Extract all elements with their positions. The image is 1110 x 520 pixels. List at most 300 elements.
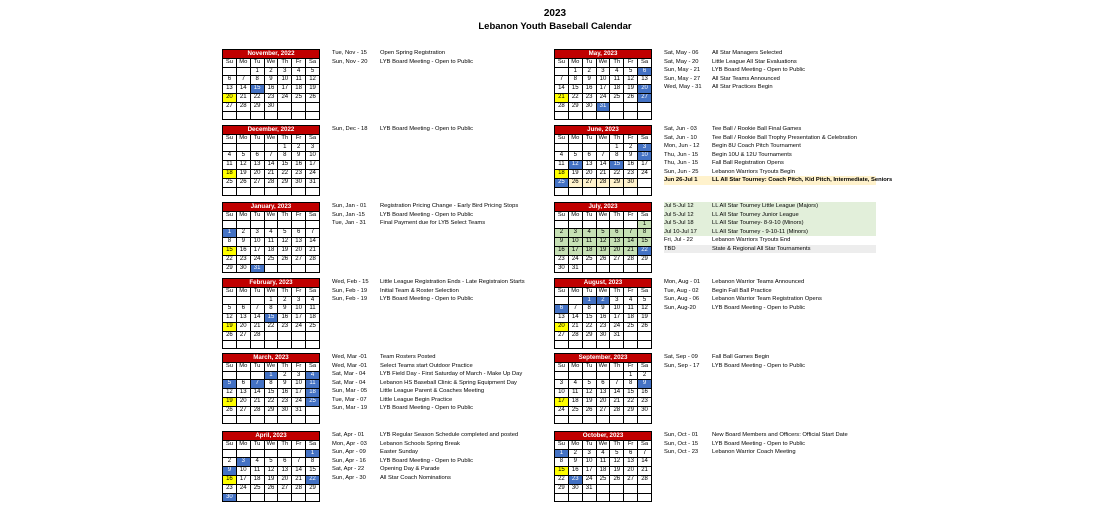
day-cell: 18 xyxy=(624,314,638,323)
event-row xyxy=(664,75,1110,84)
day-cell: 1 xyxy=(223,229,237,238)
day-cell xyxy=(264,187,278,196)
month-header: March, 2023 xyxy=(223,354,320,363)
event-text: LYB Board Meeting - Open to Public xyxy=(712,440,806,447)
day-cell: 29 xyxy=(638,255,652,264)
day-cell: 24 xyxy=(568,255,582,264)
day-cell xyxy=(555,296,569,305)
day-cell xyxy=(638,264,652,273)
weekday-header: Fr xyxy=(292,134,306,143)
weekday-header: Su xyxy=(223,211,237,220)
month-calendar xyxy=(222,353,320,424)
day-cell: 11 xyxy=(306,305,320,314)
day-cell: 14 xyxy=(596,161,610,170)
day-cell xyxy=(292,340,306,349)
day-cell: 4 xyxy=(568,380,582,389)
weekday-header: Th xyxy=(610,440,624,449)
weekday-header: Sa xyxy=(638,134,652,143)
day-cell: 11 xyxy=(624,305,638,314)
event-date: Sun, Apr - 09 xyxy=(332,449,366,455)
day-cell xyxy=(278,415,292,424)
day-cell: 27 xyxy=(596,406,610,415)
day-cell: 3 xyxy=(306,143,320,152)
month-events xyxy=(664,278,1110,312)
day-cell xyxy=(582,143,596,152)
day-cell: 4 xyxy=(306,296,320,305)
day-cell: 2 xyxy=(278,296,292,305)
day-cell xyxy=(638,484,652,493)
day-cell: 28 xyxy=(596,178,610,187)
day-cell: 22 xyxy=(306,475,320,484)
day-cell: 14 xyxy=(236,85,250,94)
weekday-header: Sa xyxy=(306,58,320,67)
month-header: June, 2023 xyxy=(555,126,652,135)
day-cell: 25 xyxy=(264,255,278,264)
weekday-header: Fr xyxy=(624,287,638,296)
day-cell: 12 xyxy=(596,238,610,247)
day-cell: 30 xyxy=(624,178,638,187)
weekday-header: Fr xyxy=(292,211,306,220)
event-date: Sat, Mar - 04 xyxy=(332,379,366,386)
event-date: Jul 5-Jul 18 xyxy=(664,220,694,226)
event-row xyxy=(664,125,1110,134)
day-cell: 10 xyxy=(250,238,264,247)
day-cell: 27 xyxy=(250,178,264,187)
event-date: Sun, Aug - 06 xyxy=(664,296,700,302)
day-cell: 27 xyxy=(278,484,292,493)
day-cell: 23 xyxy=(596,322,610,331)
day-cell: 30 xyxy=(292,178,306,187)
day-cell: 10 xyxy=(568,238,582,247)
day-cell: 27 xyxy=(292,255,306,264)
month-header: August, 2023 xyxy=(555,279,652,288)
event-row xyxy=(664,362,1110,371)
event-date: Mon, Jun - 12 xyxy=(664,143,700,149)
day-cell: 5 xyxy=(582,380,596,389)
day-cell xyxy=(236,493,250,502)
day-cell: 15 xyxy=(264,314,278,323)
day-cell: 12 xyxy=(610,458,624,467)
weekday-header: Fr xyxy=(292,58,306,67)
weekday-header: Tu xyxy=(250,211,264,220)
event-row xyxy=(664,278,1110,287)
day-cell: 26 xyxy=(306,93,320,102)
day-cell xyxy=(236,111,250,120)
weekday-header: Th xyxy=(610,134,624,143)
day-cell xyxy=(596,187,610,196)
day-cell: 21 xyxy=(306,246,320,255)
weekday-header: Mo xyxy=(236,440,250,449)
event-text: Lebanon Warriors Tryouts End xyxy=(712,237,791,243)
weekday-header: Tu xyxy=(250,287,264,296)
day-cell: 19 xyxy=(582,397,596,406)
day-cell: 7 xyxy=(236,76,250,85)
day-cell: 8 xyxy=(624,380,638,389)
day-cell: 6 xyxy=(610,229,624,238)
day-cell: 31 xyxy=(306,178,320,187)
month-events xyxy=(664,202,1110,253)
day-cell: 19 xyxy=(610,467,624,476)
event-date: Sun, Feb - 19 xyxy=(332,296,368,302)
day-cell: 10 xyxy=(555,389,569,398)
day-cell xyxy=(610,415,624,424)
day-cell: 6 xyxy=(236,380,250,389)
day-cell xyxy=(624,493,638,502)
day-cell: 7 xyxy=(264,152,278,161)
event-date: Sat, Jun - 10 xyxy=(664,134,697,141)
day-cell xyxy=(596,264,610,273)
weekday-header: Su xyxy=(223,362,237,371)
day-cell xyxy=(236,143,250,152)
day-cell xyxy=(568,493,582,502)
day-cell: 23 xyxy=(278,322,292,331)
day-cell xyxy=(610,102,624,111)
day-cell xyxy=(236,449,250,458)
month-calendar xyxy=(222,125,320,196)
day-cell xyxy=(568,143,582,152)
event-date: Sat, Jun - 03 xyxy=(664,126,697,132)
day-cell: 11 xyxy=(264,238,278,247)
weekday-header: We xyxy=(264,362,278,371)
event-row xyxy=(664,431,1110,440)
day-cell xyxy=(264,264,278,273)
event-text: LYB Field Day - First Saturday of March - Make Up Day xyxy=(380,371,523,377)
event-text: LYB Board Meeting - Open to Public xyxy=(712,304,806,311)
event-text: Lebanon HS Baseball Clinic & Spring Equipment Day xyxy=(380,379,517,386)
day-cell: 19 xyxy=(264,475,278,484)
weekday-header: We xyxy=(264,58,278,67)
event-text: Lebanon Warriors Tryouts Begin xyxy=(712,168,795,175)
event-date: Tue, Nov - 15 xyxy=(332,50,367,56)
day-cell: 29 xyxy=(223,264,237,273)
event-date: Sun, Oct - 15 xyxy=(664,440,699,447)
day-cell xyxy=(292,415,306,424)
day-cell: 28 xyxy=(555,102,569,111)
day-cell: 5 xyxy=(306,67,320,76)
day-cell: 4 xyxy=(223,152,237,161)
event-text: LL All Star Tourney - 9-10-11 (Minors) xyxy=(712,228,808,235)
day-cell: 4 xyxy=(624,296,638,305)
weekday-header: Sa xyxy=(638,440,652,449)
day-cell xyxy=(223,111,237,120)
day-cell: 13 xyxy=(223,85,237,94)
event-text: Lebanon Schools Spring Break xyxy=(380,440,460,447)
event-text: Fall Ball Games Begin xyxy=(712,354,770,360)
day-cell: 13 xyxy=(638,76,652,85)
day-cell: 24 xyxy=(638,169,652,178)
day-cell: 22 xyxy=(638,246,652,255)
day-cell: 21 xyxy=(292,475,306,484)
day-cell: 5 xyxy=(264,458,278,467)
day-cell xyxy=(223,220,237,229)
event-date: Sun, Oct - 23 xyxy=(664,449,699,455)
day-cell xyxy=(278,340,292,349)
day-cell xyxy=(236,340,250,349)
day-cell: 22 xyxy=(264,322,278,331)
day-cell: 14 xyxy=(638,458,652,467)
day-cell: 7 xyxy=(555,76,569,85)
day-cell: 7 xyxy=(250,380,264,389)
weekday-header: Th xyxy=(278,440,292,449)
weekday-header: Tu xyxy=(582,58,596,67)
event-row xyxy=(664,142,1110,151)
day-cell xyxy=(306,493,320,502)
weekday-header: Su xyxy=(555,134,569,143)
day-cell: 28 xyxy=(264,178,278,187)
day-cell: 24 xyxy=(292,397,306,406)
day-cell: 27 xyxy=(582,178,596,187)
day-cell: 22 xyxy=(610,169,624,178)
day-cell: 10 xyxy=(610,305,624,314)
day-cell: 31 xyxy=(568,264,582,273)
day-cell: 17 xyxy=(568,246,582,255)
event-text: Open Spring Registration xyxy=(380,50,446,56)
day-cell xyxy=(596,415,610,424)
day-cell xyxy=(278,264,292,273)
day-cell xyxy=(292,187,306,196)
weekday-header: Fr xyxy=(292,362,306,371)
day-cell xyxy=(264,340,278,349)
event-date: Sun, May - 27 xyxy=(664,75,701,82)
day-cell: 20 xyxy=(582,169,596,178)
day-cell: 13 xyxy=(624,458,638,467)
day-cell xyxy=(624,331,638,340)
weekday-header: We xyxy=(264,440,278,449)
day-cell xyxy=(555,187,569,196)
event-date: Sat, Apr - 01 xyxy=(332,432,365,438)
event-text: Initial Team & Roster Selection xyxy=(380,287,459,294)
event-text: LL All Star Tourney- 8-9-10 (Minors) xyxy=(712,220,804,226)
day-cell: 23 xyxy=(624,169,638,178)
day-cell: 26 xyxy=(582,406,596,415)
weekday-header: We xyxy=(264,287,278,296)
day-cell: 14 xyxy=(555,85,569,94)
weekday-header: We xyxy=(596,58,610,67)
day-cell xyxy=(264,415,278,424)
month-header: January, 2023 xyxy=(223,203,320,212)
day-cell: 13 xyxy=(610,238,624,247)
day-cell xyxy=(568,340,582,349)
event-text: LYB Board Meeting - Open to Public xyxy=(712,362,806,369)
event-date: Wed, Mar -01 xyxy=(332,354,368,360)
day-cell xyxy=(223,449,237,458)
day-cell: 25 xyxy=(292,93,306,102)
day-cell xyxy=(624,111,638,120)
day-cell: 12 xyxy=(582,389,596,398)
day-cell: 2 xyxy=(236,229,250,238)
day-cell: 28 xyxy=(306,255,320,264)
month-calendar xyxy=(554,278,652,349)
day-cell xyxy=(610,340,624,349)
day-cell: 5 xyxy=(596,229,610,238)
day-cell: 27 xyxy=(638,93,652,102)
day-cell: 24 xyxy=(292,322,306,331)
day-cell: 25 xyxy=(624,322,638,331)
weekday-header: Mo xyxy=(236,58,250,67)
month-calendar xyxy=(222,49,320,120)
day-cell xyxy=(250,449,264,458)
event-text: Lebanon Warrior Team Registration Opens xyxy=(712,296,822,302)
day-cell xyxy=(555,371,569,380)
day-cell xyxy=(638,493,652,502)
weekday-header: Fr xyxy=(624,58,638,67)
event-text: All Star Coach Nominations xyxy=(380,474,451,481)
day-cell: 15 xyxy=(568,85,582,94)
day-cell xyxy=(610,493,624,502)
day-cell: 1 xyxy=(582,296,596,305)
day-cell: 18 xyxy=(610,85,624,94)
day-cell xyxy=(306,220,320,229)
weekday-header: Tu xyxy=(582,211,596,220)
day-cell: 1 xyxy=(624,371,638,380)
day-cell: 23 xyxy=(278,397,292,406)
day-cell xyxy=(582,415,596,424)
event-text: LYB Board Meeting - Open to Public xyxy=(380,405,474,411)
day-cell: 15 xyxy=(582,314,596,323)
day-cell xyxy=(582,111,596,120)
day-cell: 30 xyxy=(555,264,569,273)
day-cell: 11 xyxy=(292,76,306,85)
day-cell: 3 xyxy=(638,143,652,152)
day-cell xyxy=(250,340,264,349)
event-date: Sun, Feb - 19 xyxy=(332,287,368,294)
event-date: Sun, May - 21 xyxy=(664,67,701,73)
day-cell: 26 xyxy=(278,255,292,264)
day-cell: 6 xyxy=(236,305,250,314)
day-cell: 11 xyxy=(568,389,582,398)
day-cell: 21 xyxy=(624,246,638,255)
event-row xyxy=(664,228,876,237)
day-cell: 20 xyxy=(638,85,652,94)
event-text: Easter Sunday xyxy=(380,449,419,455)
day-cell: 14 xyxy=(292,467,306,476)
day-cell: 10 xyxy=(292,305,306,314)
weekday-header: We xyxy=(596,362,610,371)
day-cell: 22 xyxy=(250,93,264,102)
day-cell xyxy=(638,178,652,187)
day-cell: 16 xyxy=(264,85,278,94)
day-cell xyxy=(582,264,596,273)
day-cell: 14 xyxy=(568,314,582,323)
day-cell: 5 xyxy=(568,152,582,161)
month-events xyxy=(664,49,1110,92)
day-cell xyxy=(264,449,278,458)
month-events xyxy=(664,353,1110,370)
day-cell: 24 xyxy=(250,255,264,264)
day-cell xyxy=(568,220,582,229)
day-cell xyxy=(250,187,264,196)
day-cell: 1 xyxy=(306,449,320,458)
month-header: September, 2023 xyxy=(555,354,652,363)
day-cell xyxy=(624,415,638,424)
day-cell: 16 xyxy=(582,85,596,94)
event-date: TBD xyxy=(664,245,676,252)
day-cell: 30 xyxy=(638,406,652,415)
day-cell: 1 xyxy=(638,220,652,229)
weekday-header: Mo xyxy=(236,211,250,220)
day-cell: 24 xyxy=(236,484,250,493)
day-cell: 17 xyxy=(292,389,306,398)
day-cell xyxy=(278,187,292,196)
day-cell: 18 xyxy=(223,169,237,178)
event-text: State & Regional All Star Tournaments xyxy=(712,245,811,252)
weekday-header: Mo xyxy=(236,134,250,143)
day-cell: 10 xyxy=(292,380,306,389)
day-cell: 11 xyxy=(306,380,320,389)
day-cell: 8 xyxy=(278,152,292,161)
day-cell xyxy=(292,111,306,120)
day-cell: 2 xyxy=(223,458,237,467)
weekday-header: Fr xyxy=(624,211,638,220)
event-text: Opening Day & Parade xyxy=(380,466,440,472)
day-cell: 6 xyxy=(555,305,569,314)
weekday-header: Mo xyxy=(236,287,250,296)
event-row xyxy=(664,211,876,220)
day-cell: 6 xyxy=(223,76,237,85)
month-header: May, 2023 xyxy=(555,50,652,59)
day-cell: 21 xyxy=(264,169,278,178)
month-events xyxy=(664,125,1110,185)
day-cell xyxy=(292,449,306,458)
day-cell xyxy=(555,143,569,152)
event-row xyxy=(664,134,1110,143)
day-cell xyxy=(264,493,278,502)
day-cell xyxy=(555,340,569,349)
day-cell: 9 xyxy=(582,76,596,85)
day-cell xyxy=(555,111,569,120)
day-cell xyxy=(610,371,624,380)
day-cell xyxy=(582,371,596,380)
event-row xyxy=(664,304,1110,313)
event-date: Sun, Nov - 20 xyxy=(332,58,368,65)
day-cell: 28 xyxy=(250,331,264,340)
day-cell: 20 xyxy=(624,467,638,476)
weekday-header: Su xyxy=(223,287,237,296)
day-cell: 22 xyxy=(582,322,596,331)
day-cell xyxy=(596,484,610,493)
day-cell: 17 xyxy=(278,85,292,94)
weekday-header: Th xyxy=(278,134,292,143)
day-cell xyxy=(223,187,237,196)
day-cell: 5 xyxy=(223,380,237,389)
day-cell: 8 xyxy=(264,305,278,314)
event-date: Wed, May - 31 xyxy=(664,84,702,90)
day-cell: 8 xyxy=(582,305,596,314)
day-cell: 15 xyxy=(306,467,320,476)
day-cell: 27 xyxy=(236,331,250,340)
day-cell: 14 xyxy=(306,238,320,247)
day-cell: 2 xyxy=(582,67,596,76)
event-text: Begin 8U Coach Pitch Tournament xyxy=(712,143,801,149)
day-cell: 10 xyxy=(236,467,250,476)
day-cell: 12 xyxy=(223,389,237,398)
weekday-header: Tu xyxy=(582,134,596,143)
day-cell: 20 xyxy=(236,322,250,331)
day-cell xyxy=(306,111,320,120)
month-calendar xyxy=(554,125,652,196)
day-cell: 8 xyxy=(264,380,278,389)
day-cell: 4 xyxy=(306,371,320,380)
day-cell: 21 xyxy=(250,397,264,406)
day-cell: 19 xyxy=(306,85,320,94)
day-cell xyxy=(236,67,250,76)
event-row xyxy=(664,245,876,254)
day-cell xyxy=(236,187,250,196)
event-date: Wed, Mar -01 xyxy=(332,362,368,369)
day-cell xyxy=(264,331,278,340)
event-date: Sat, Apr - 22 xyxy=(332,466,365,472)
day-cell: 5 xyxy=(610,449,624,458)
